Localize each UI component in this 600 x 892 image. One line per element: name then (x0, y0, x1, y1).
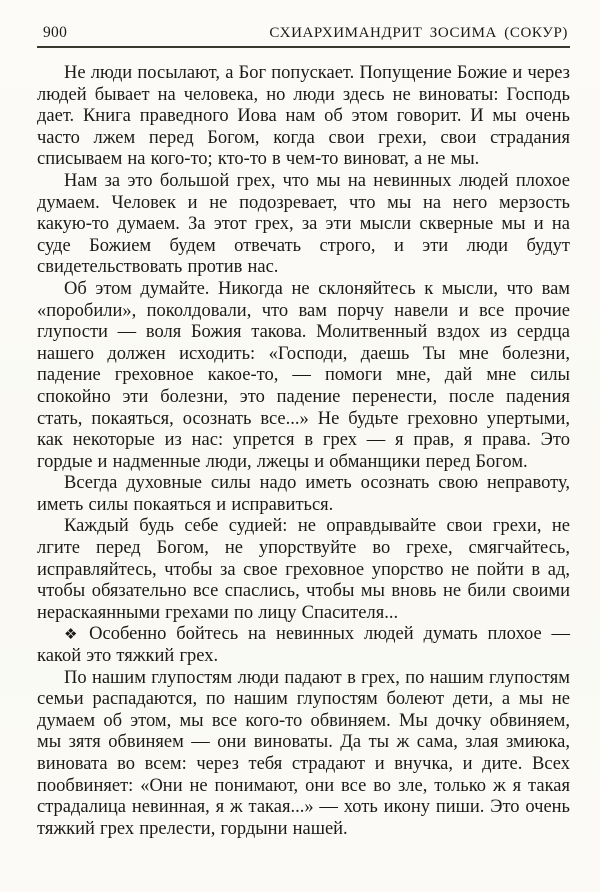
paragraph-text: По нашим глупостям люди падают в грех, по нашим глупостям семьи распадаются, по нашим глупостям болеют дети, а мы не думаем об этом, мы все кого-то обвиняем. Мы дочку обвиняем, мы зятя обвиняем — они виноваты. Да ты ж сама, злая змиюка, виновата во всем: через тебя страдают и внучка, и дите. Всех пообвиняет: «Они не понимают, они все во зле, только ж я такая страдалица невинная, я ж такая...» — хоть икону пиши. Это очень тяжкий грех прелести, гордыни нашей. (37, 667, 570, 839)
page-number: 900 (43, 24, 68, 41)
paragraph (37, 473, 570, 516)
page-header (37, 24, 570, 46)
paragraph (37, 668, 570, 841)
paragraph-text: Не люди посылают, а Бог попускает. Попущение Божие и через людей бывает на человека, но люди здесь не виноваты: Господь дает. Книга праведного Иова нам об этом говорит. И мы очень часто лжем перед Богом, когда свои грехи, свои страдания списываем на кого-то; кто-то в чем-то виноват, а не мы. (37, 63, 570, 170)
body-text (37, 63, 570, 840)
paragraph (37, 624, 570, 667)
paragraph-text: Об этом думайте. Никогда не склоняйтесь к мысли, что вам «поробили», поколдовали, что вам порчу навели и все прочие глупости — воля Божия такова. Молитвенный вздох из сердца нашего должен исходить: «Господи, даешь Ты мне болезни, падение греховное какое-то, — помоги мне, дай мне силы спокойно эти болезни, это падение перенести, после падения стать, покаяться, осознать все...» Не будьте греховно упертыми, как некоторые из нас: упрется в грех — я прав, я права. Это гордые и надменные люди, лжецы и обманщики перед Богом. (37, 278, 570, 472)
paragraph (37, 516, 570, 624)
paragraph-text: Особенно бойтесь на невинных людей думать плохое — какой это тяжкий грех. (37, 624, 571, 667)
paragraph-text: Каждый будь себе судией: не оправдывайте свои грехи, не лгите перед Богом, не упорствуйте во грехе, смягчайтесь, исправляйтесь, чтобы за свое греховное упорство не пойти в ад, чтобы обязательно все спаслись, чтобы мы вновь не били своими нераскаянными грехами по лицу Спасителя... (37, 516, 570, 623)
running-title: СХИАРХИМАНДРИТ ЗОСИМА (СОКУР) (269, 25, 568, 41)
paragraph (37, 279, 570, 473)
paragraph (37, 63, 570, 171)
paragraph-text: Нам за это большой грех, что мы на невинных людей плохое думаем. Человек и не подозревает, что мы на него мерзость какую-то думаем. За этот грех, за эти мысли скверные мы и на суде Божием будем отвечать строго, и эти люди будут свидетельствовать против нас. (37, 170, 570, 278)
diamond-bullet-icon: ❖ (64, 625, 83, 644)
paragraph (37, 171, 570, 279)
paragraph-text: Всегда духовные силы надо иметь осознать свою неправоту, иметь силы покаяться и исправиться. (37, 473, 570, 515)
header-rule (37, 46, 570, 48)
